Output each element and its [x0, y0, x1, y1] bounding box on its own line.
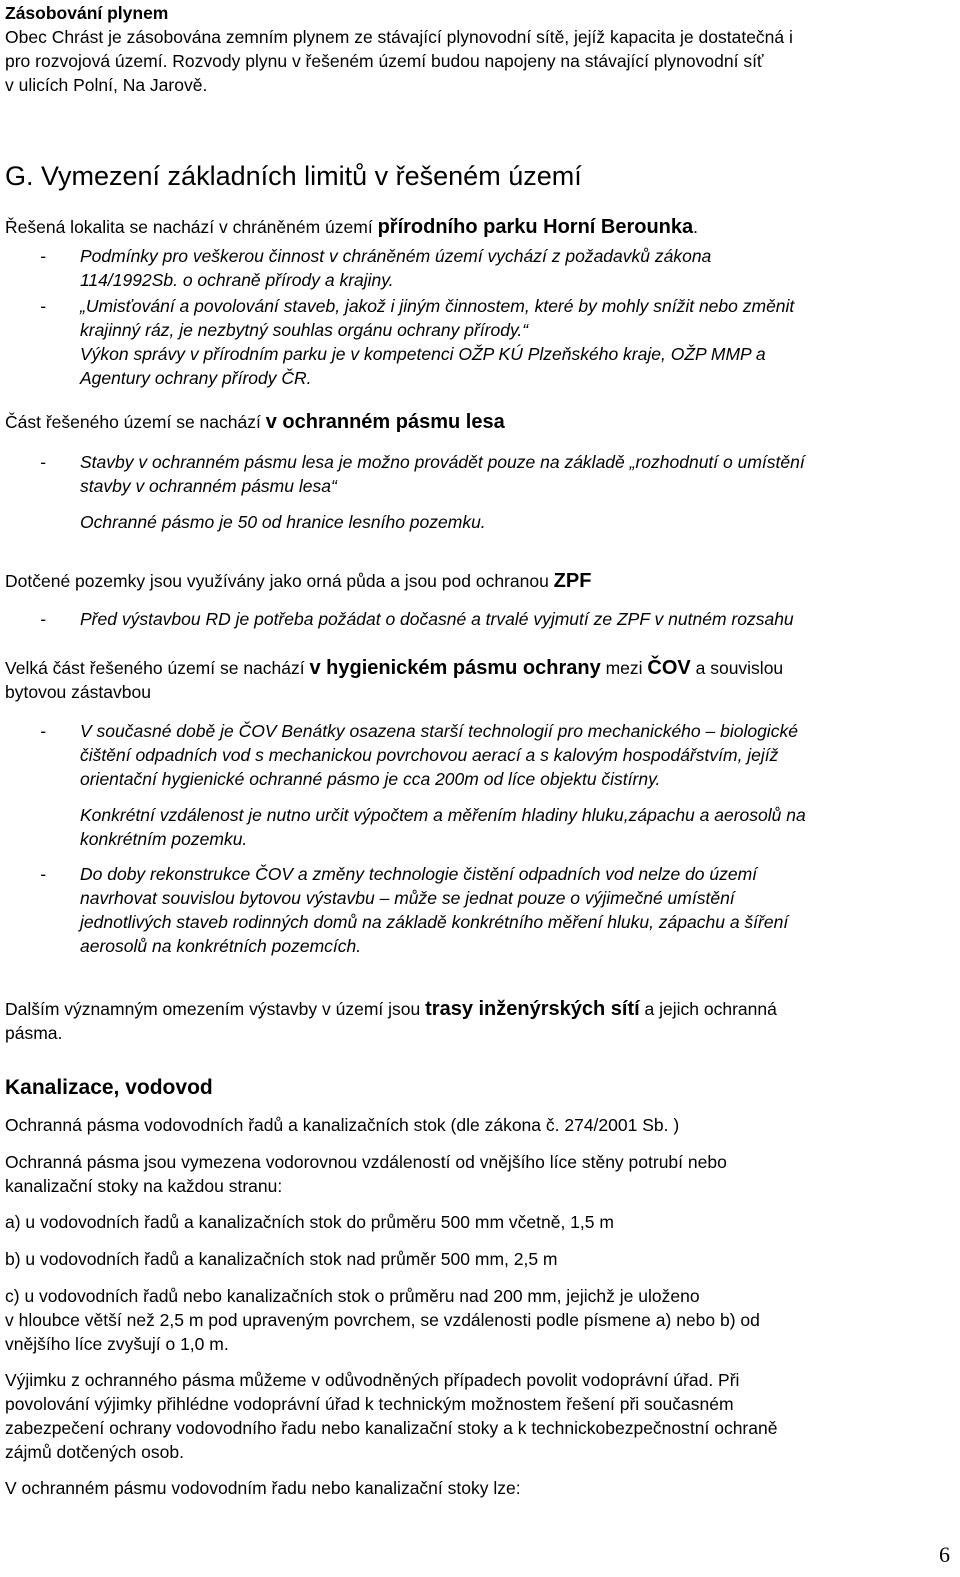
protection-zones-definition-line-1: Ochranná pásma jsou vymezena vodorovnou vzdáleností od vnějšího líce stěny potrubí nebo [5, 1152, 727, 1172]
hygiene-bullet-2-line-1: Do doby rekonstrukce ČOV a změny technologie čistění odpadních vod nelze do území [80, 864, 758, 884]
zpf-bullet [5, 607, 955, 631]
zpf-section [5, 569, 955, 631]
utilities-intro [5, 997, 955, 1021]
hygiene-bullet-1-line-1: V současné době je ČOV Benátky osazena starší technologií pro mechanického – biologické [80, 721, 798, 741]
hygiene-bullet-1-line-3: orientační hygienické ochranné pásmo je cca 200m od líce objektu čistírny. [80, 769, 661, 789]
gas-line-3: v ulicích Polní, Na Jarově. [5, 75, 208, 95]
hygiene-bullet-2 [5, 862, 955, 958]
utilities-label: trasy inženýrských sítí [425, 998, 640, 1020]
gas-section [5, 1, 793, 97]
utilities-section [5, 997, 955, 1045]
hygiene-bullet-1-note-line-2: konkrétním pozemku. [80, 829, 248, 849]
park-bullet-1-line-1: Podmínky pro veškerou činnost v chráněném území vychází z požadavků zákona [80, 246, 712, 266]
cov-label: ČOV [647, 657, 691, 679]
utilities-intro-end: a jejich ochranná [639, 999, 777, 1019]
forest-bullet-line-1: Stavby v ochranném pásmu lesa je možno provádět pouze na základě „rozhodnutí o umístění [80, 452, 805, 472]
park-intro-end: . [693, 217, 699, 237]
hygiene-zone-label: v hygienickém pásmu ochrany [309, 657, 601, 679]
section-g-body [5, 215, 955, 390]
hygiene-intro-line-2: bytovou zástavbou [5, 682, 151, 702]
exception-line-1: Výjimku z ochranného pásma můžeme v odůvodněných případech povolit vodoprávní úřad. Při [5, 1370, 740, 1390]
protection-zones-law: Ochranná pásma vodovodních řadů a kanalizačních stok (dle zákona č. 274/2001 Sb. ) [5, 1115, 680, 1135]
section-g-heading: G. Vymezení základních limitů v řešeném území [5, 161, 582, 191]
hygiene-intro-mid: mezi [600, 658, 648, 678]
hygiene-bullet-2-line-3: jednotlivých staveb rodinných domů na základě konkrétního měření hluku, zápachu a šíření [80, 912, 789, 932]
hygiene-intro-end: a souvislou [690, 658, 784, 678]
protection-zones-definition-line-2: kanalizační stoky na každou stranu: [5, 1176, 283, 1196]
park-bullet-2-line-2: krajinný ráz, je nezbytný souhlas orgánu ochrany přírody.“ [80, 320, 529, 340]
rule-c-line-2: v hloubce větší než 2,5 m pod upraveným povrchem, se vzdálenosti podle písmene a) nebo b) od [5, 1310, 760, 1330]
hygiene-intro [5, 656, 955, 680]
rule-c-line-3: vnějšího líce zvyšují o 1,0 m. [5, 1334, 229, 1354]
forest-intro [5, 410, 955, 434]
hygiene-bullet-1-line-2: čištění odpadních vod s mechanickou povrchovou aerací a s kalovým hospodářstvím, jejíž [80, 745, 779, 765]
hygiene-bullet-1-note-line-1: Konkrétní vzdálenost je nutno určit výpočtem a měřením hladiny hluku,zápachu a aerosolů na [80, 805, 806, 825]
zpf-intro [5, 569, 955, 593]
gas-line-1: Obec Chrást je zásobována zemním plynem ze stávající plynovodní sítě, jejíž kapacita je dostatečná i [5, 27, 793, 47]
park-intro-text: Řešená lokalita se nachází v chráněném území [5, 217, 378, 237]
sewer-water-heading: Kanalizace, vodovod [5, 1076, 213, 1099]
rule-c-line-1: c) u vodovodních řadů nebo kanalizačních stok o průměru nad 200 mm, jejichž je uloženo [5, 1286, 700, 1306]
zpf-label: ZPF [553, 570, 592, 592]
bullet-dash: - [40, 609, 46, 629]
rule-c [5, 1284, 955, 1356]
page-number: 6 [939, 1542, 950, 1567]
bullet-dash: - [40, 296, 46, 316]
utilities-intro-line-2: pásma. [5, 1023, 63, 1043]
park-bullet-2-line-1: „Umisťování a povolování staveb, jakož i jiným činnostem, které by mohly snížit nebo změnit [80, 296, 795, 316]
park-name: přírodního parku Horní Berounka [377, 216, 694, 238]
utilities-intro-text: Dalším významným omezením výstavby v území jsou [5, 999, 426, 1019]
zpf-bullet-text: Před výstavbou RD je potřeba požádat o dočasné a trvalé vyjmutí ze ZPF v nutném rozsahu [80, 609, 794, 629]
zpf-intro-text: Dotčené pozemky jsou využívány jako orná půda a jsou pod ochranou [5, 571, 554, 591]
forest-bullet-note: Ochranné pásmo je 50 od hranice lesního pozemku. [80, 512, 486, 532]
rule-b: b) u vodovodních řadů a kanalizačních stok nad průměr 500 mm, 2,5 m [5, 1249, 558, 1269]
park-bullet-1-line-2: 114/1992Sb. o ochraně přírody a krajiny. [80, 270, 394, 290]
hygiene-intro-text: Velká část řešeného území se nachází [5, 658, 310, 678]
exception-line-4: zájmů dotčených osob. [5, 1442, 184, 1462]
park-bullet-2-line-3: Výkon správy v přírodním parku je v kompetenci OŽP KÚ Plzeňského kraje, OŽP MMP a [80, 344, 766, 364]
bullet-dash: - [40, 246, 46, 266]
exception-line-2: povolování výjimky přihlédne vodoprávní úřad k technickým možnostem řešení při současném [5, 1394, 734, 1414]
hygiene-bullet-2-line-4: aerosolů na konkrétních pozemcích. [80, 936, 362, 956]
park-bullet-1 [5, 244, 955, 292]
forest-intro-text: Část řešeného území se nachází [5, 412, 266, 432]
sewer-water-body [5, 1113, 955, 1500]
bullet-dash: - [40, 452, 46, 472]
bullet-dash: - [40, 864, 46, 884]
hygiene-bullet-1 [5, 719, 955, 851]
gas-heading: Zásobování plynem [5, 3, 169, 23]
park-intro [5, 215, 955, 239]
park-bullet-2 [5, 294, 955, 390]
bullet-dash: - [40, 721, 46, 741]
park-bullet-2-line-4: Agentury ochrany přírody ČR. [80, 368, 312, 388]
rule-a: a) u vodovodních řadů a kanalizačních stok do průměru 500 mm včetně, 1,5 m [5, 1212, 614, 1232]
gas-line-2: pro rozvojová území. Rozvody plynu v řešeném území budou napojeny na stávající plynovodní síť [5, 51, 764, 71]
forest-bullet [5, 450, 955, 534]
forest-section [5, 410, 955, 534]
exception-paragraph [5, 1368, 955, 1464]
forest-bullet-line-2: stavby v ochranném pásmu lesa“ [80, 476, 337, 496]
exception-line-3: zabezpečení ochrany vodovodního řadu nebo kanalizační stoky a k technickobezpečnostní ochraně [5, 1418, 778, 1438]
hygiene-bullet-2-line-2: navrhovat souvislou bytovou výstavbu – může se jednat pouze o výjimečné umístění [80, 888, 735, 908]
allowed-in-zone-intro: V ochranném pásmu vodovodním řadu nebo kanalizační stoky lze: [5, 1478, 521, 1498]
protection-zones-definition [5, 1150, 955, 1198]
forest-zone-label: v ochranném pásmu lesa [265, 411, 505, 433]
hygiene-section [5, 656, 955, 958]
